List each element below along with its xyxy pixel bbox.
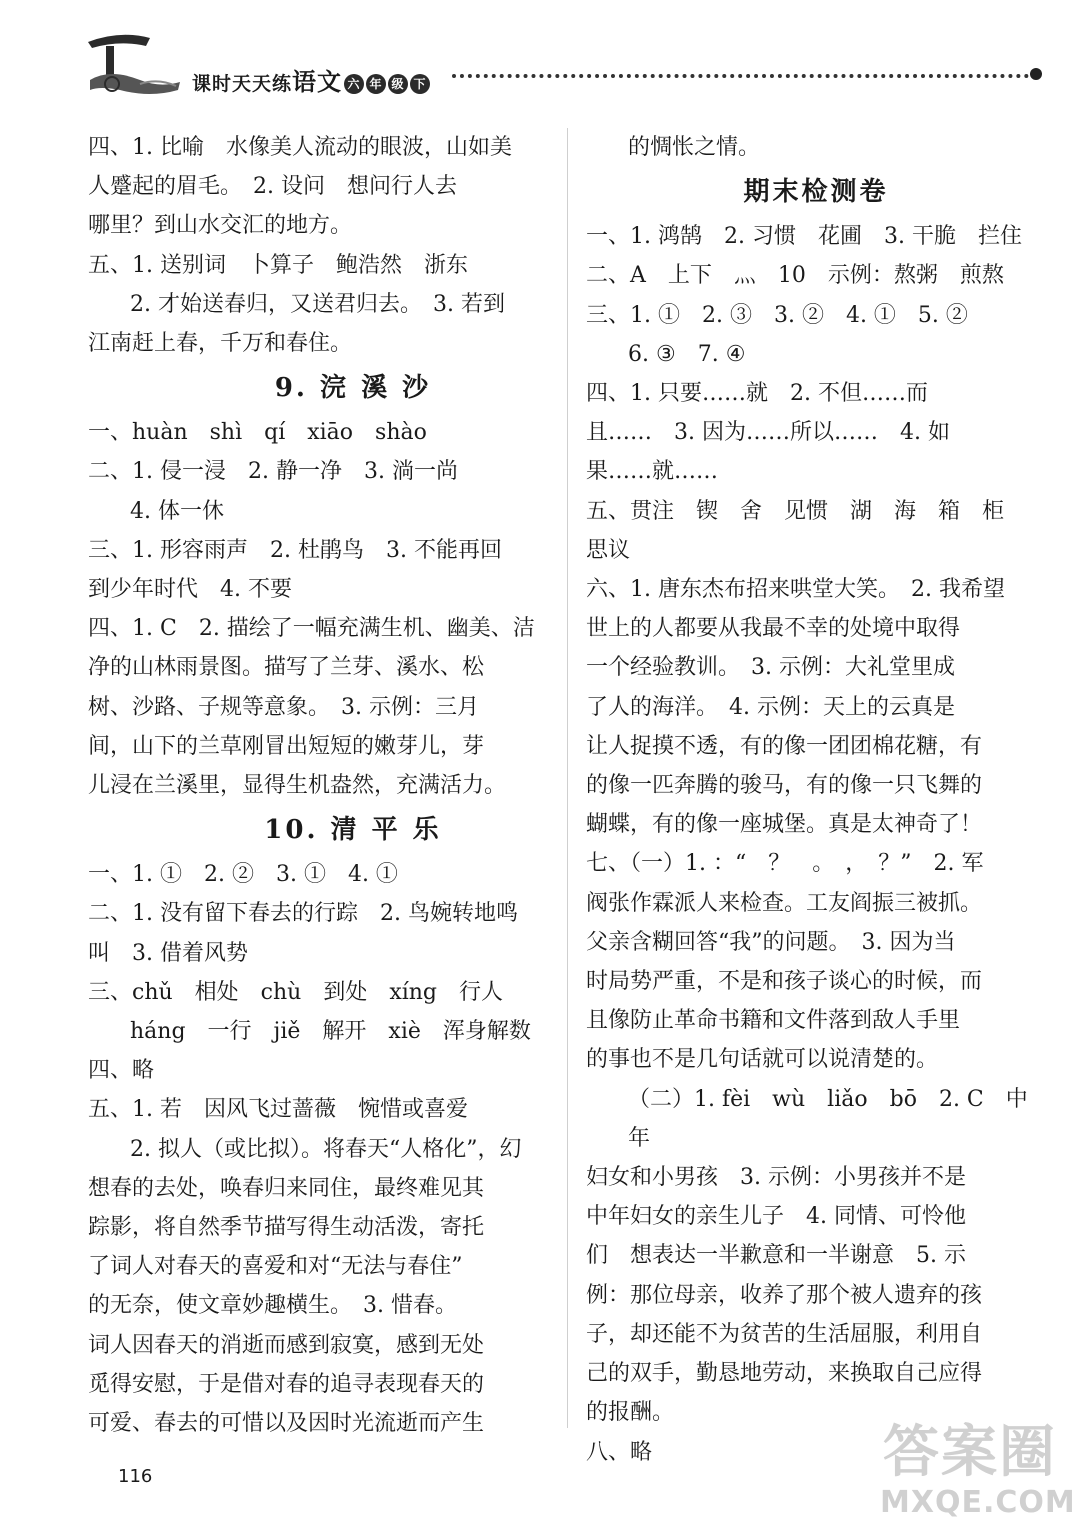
answer-line: 一、huàn shì qí xiāo shào	[88, 420, 427, 446]
answer-line: 四、略	[88, 1058, 155, 1084]
answer-line: 儿浸在兰溪里，显得生机盎然，充满活力。	[88, 773, 507, 799]
grade-badge: 六	[344, 74, 364, 94]
answer-line: 且像防止革命书籍和文件落到敌人手里	[586, 1008, 961, 1034]
answer-line: 一个经验教训。 3. 示例：大礼堂里成	[586, 655, 955, 681]
watermark-logo-text: 答案圈	[883, 1420, 1057, 1485]
answer-line: 己的双手，勤恳地劳动，来换取自己应得	[586, 1361, 983, 1387]
book-title	[192, 62, 430, 97]
answer-line: 一、1. ① 2. ② 3. ① 4. ①	[88, 862, 398, 888]
answer-line: 江南赶上春，千万和春住。	[88, 331, 353, 357]
answer-line: 了词人对春天的喜爱和对“无法与春住”	[88, 1254, 463, 1280]
answer-line: 父亲含糊回答“我”的问题。 3. 因为当	[586, 929, 956, 955]
term-badge: 下	[410, 74, 430, 94]
answer-line: 们 想表达一半歉意和一半谢意 5. 示	[586, 1243, 966, 1269]
answer-line: 4. 体一休	[130, 498, 224, 524]
answer-line: 思议	[586, 537, 631, 563]
watermark-site-text: MXQE.COM	[880, 1485, 1076, 1520]
right-column	[586, 128, 1046, 1472]
answer-line: 6. ③ 7. ④	[628, 341, 746, 367]
answer-line: 的像一匹奔腾的骏马，有的像一只飞舞的	[586, 773, 983, 799]
answer-line: 阀张作霖派人来检查。工友阎振三被抓。	[586, 890, 983, 916]
answer-line: 的惆怅之情。	[628, 135, 761, 160]
left-column	[88, 128, 548, 1443]
grade-badge: 年	[366, 74, 386, 94]
answer-line: 世上的人都要从我最不幸的处境中取得	[586, 616, 961, 642]
section-title: 10. 清 平 乐	[264, 815, 442, 846]
section-title: 期末检测卷	[743, 177, 889, 208]
page-number: 116	[118, 1466, 153, 1487]
answer-line: 八、略	[586, 1439, 653, 1465]
answer-line: 二、1. 没有留下春去的行踪 2. 鸟婉转地鸣	[88, 901, 518, 927]
answer-line: 时局势严重，不是和孩子谈心的时候，而	[586, 969, 983, 995]
answer-line: 2. 拟人（或比拟）。将春天“人格化”，幻	[130, 1136, 522, 1162]
answer-line: 三、1. ① 2. ③ 3. ② 4. ① 5. ②	[586, 302, 968, 328]
answer-line: 妇女和小男孩 3. 示例：小男孩并不是	[586, 1165, 966, 1191]
site-watermark	[880, 1420, 1076, 1530]
answer-line: 四、1. 只要……就 2. 不但……而	[586, 381, 928, 407]
answer-line: 人蹙起的眉毛。 2. 设问 想问行人去	[88, 174, 457, 200]
answer-line: 四、1. 比喻 水像美人流动的眼波，山如美	[88, 135, 512, 160]
answer-line: 二、A 上下 灬 10 示例：熬粥 煎熬	[586, 263, 1004, 289]
book-series-name: 课时天天练	[192, 73, 293, 95]
answer-line: 果……就……	[586, 459, 719, 485]
answer-line: 了人的海洋。 4. 示例：天上的云真是	[586, 694, 955, 720]
answer-line: 树、沙路、子规等意象。 3. 示例：三月	[88, 694, 479, 720]
answer-line: 一、1. 鸿鹄 2. 习惯 花圃 3. 干脆 拦住	[586, 224, 1022, 250]
answer-line: 可爱、春去的可惜以及因时光流逝而产生	[88, 1411, 485, 1437]
answer-line: 踪影，将自然季节描写得生动活泼，寄托	[88, 1215, 485, 1241]
answer-line: 例：那位母亲，收养了那个被人遗弃的孩	[586, 1282, 983, 1308]
book-subject: 语文	[292, 68, 343, 96]
answer-line: 想春的去处，唤春归来同住，最终难见其	[88, 1175, 485, 1201]
header-rule-end-dot	[1030, 68, 1042, 80]
answer-line: 净的山林雨景图。描写了兰芽、溪水、松	[88, 655, 485, 681]
answer-line: 中年妇女的亲生儿子 4. 同情、可怜他	[586, 1204, 966, 1230]
answer-line: 蝴蝶，有的像一座城堡。真是太神奇了！	[586, 812, 983, 838]
answer-line: 间，山下的兰草刚冒出短短的嫩芽儿，芽	[88, 733, 485, 759]
answer-line: 且…… 3. 因为……所以…… 4. 如	[586, 420, 950, 446]
book-lamp-logo-icon	[80, 28, 190, 100]
answer-line: 二、1. 侵一浸 2. 静一净 3. 淌一尚	[88, 459, 458, 485]
grade-badge: 级	[388, 74, 408, 94]
answer-line: 的事也不是几句话就可以说清楚的。	[586, 1047, 939, 1073]
answer-line: 哪里？到山水交汇的地方。	[88, 213, 353, 239]
answer-line: 五、贯注 锲 舍 见惯 湖 海 箱 柜	[586, 498, 1005, 524]
answer-line: háng 一行 jiě 解开 xiè 浑身解数	[130, 1019, 531, 1045]
answer-line: 词人因春天的消逝而感到寂寞，感到无处	[88, 1332, 485, 1358]
answer-line: 三、1. 形容雨声 2. 杜鹃鸟 3. 不能再回	[88, 537, 502, 563]
answer-line: 四、1. C 2. 描绘了一幅充满生机、幽美、洁	[88, 616, 535, 642]
column-divider	[567, 128, 568, 1428]
answer-line: 子，却还能不为贫苦的生活屈服，利用自	[586, 1321, 983, 1347]
header-dotted-rule	[452, 74, 1037, 78]
answer-line: 让人捉摸不透，有的像一团团棉花糖，有	[586, 733, 983, 759]
answer-line: 三、chǔ 相处 chù 到处 xíng 行人	[88, 979, 504, 1005]
page-header	[80, 28, 1040, 108]
answer-line: 五、1. 送别词 卜算子 鲍浩然 浙东	[88, 252, 468, 278]
answer-line: 的无奈，使文章妙趣横生。 3. 惜春。	[88, 1293, 457, 1319]
answer-line: 叫 3. 借着风势	[88, 940, 248, 966]
answer-line: 到少年时代 4. 不要	[88, 577, 292, 603]
section-title: 9. 浣 溪 沙	[274, 373, 432, 404]
answer-line: 六、1. 唐东杰布招来哄堂大笑。 2. 我希望	[586, 577, 1005, 603]
answer-line: 五、1. 若 因风飞过蔷薇 惋惜或喜爱	[88, 1097, 468, 1123]
answer-line: 的报酬。	[586, 1400, 675, 1426]
answer-line: 2. 才始送春归，又送君归去。 3. 若到	[130, 291, 505, 317]
answer-line: 觅得安慰，于是借对春的追寻表现春天的	[88, 1371, 485, 1397]
answer-line: （二）1. fèi wù liǎo bō 2. C 中年	[628, 1086, 1028, 1151]
answer-line: 七、（一）1. ：“ ？ 。 ， ？” 2. 军	[586, 851, 984, 877]
